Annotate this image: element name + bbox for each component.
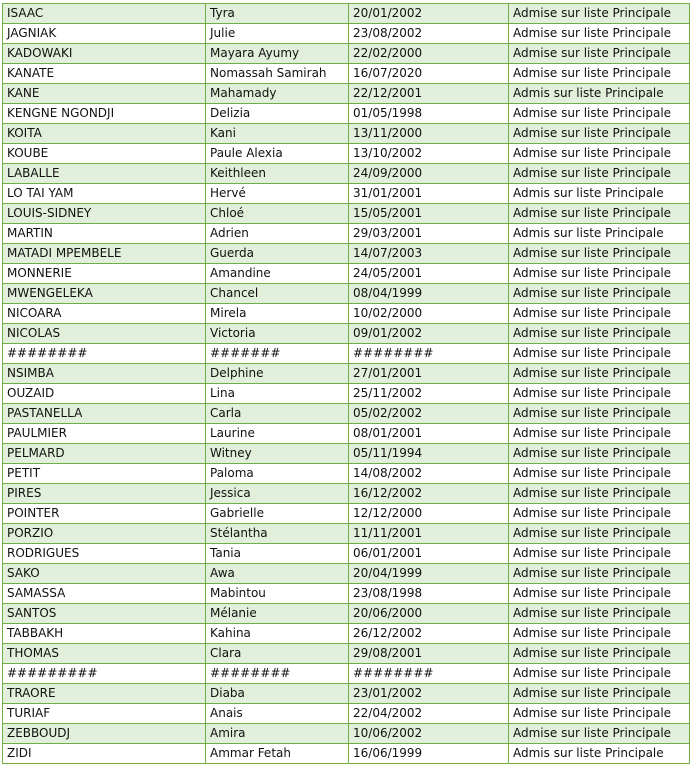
birth-date-cell: 08/01/2001 [349, 424, 509, 444]
status-cell: Admise sur liste Principale [509, 384, 690, 404]
first-name-cell: Jessica [206, 484, 349, 504]
birth-date-cell: 09/01/2002 [349, 324, 509, 344]
table-row [3, 264, 690, 284]
first-name-cell: Amira [206, 724, 349, 744]
table-row [3, 84, 690, 104]
status-cell: Admise sur liste Principale [509, 204, 690, 224]
table-row [3, 404, 690, 424]
status-cell: Admise sur liste Principale [509, 564, 690, 584]
first-name-cell: Witney [206, 444, 349, 464]
table-row [3, 24, 690, 44]
status-cell: Admise sur liste Principale [509, 484, 690, 504]
table-row [3, 684, 690, 704]
first-name-cell: Julie [206, 24, 349, 44]
first-name-cell: Delphine [206, 364, 349, 384]
status-cell: Admise sur liste Principale [509, 404, 690, 424]
birth-date-cell: 01/05/1998 [349, 104, 509, 124]
birth-date-cell: 16/06/1999 [349, 744, 509, 764]
table-row [3, 484, 690, 504]
table-row [3, 664, 690, 684]
birth-date-cell: 13/10/2002 [349, 144, 509, 164]
last-name-cell: ######## [3, 344, 206, 364]
birth-date-cell: 11/11/2001 [349, 524, 509, 544]
table-row [3, 64, 690, 84]
first-name-cell: Mélanie [206, 604, 349, 624]
table-body [3, 4, 690, 764]
last-name-cell: JAGNIAK [3, 24, 206, 44]
birth-date-cell: 26/12/2002 [349, 624, 509, 644]
first-name-cell: ######## [206, 664, 349, 684]
status-cell: Admis sur liste Principale [509, 744, 690, 764]
last-name-cell: PELMARD [3, 444, 206, 464]
first-name-cell: Amandine [206, 264, 349, 284]
status-cell: Admise sur liste Principale [509, 24, 690, 44]
status-cell: Admise sur liste Principale [509, 264, 690, 284]
birth-date-cell: 13/11/2000 [349, 124, 509, 144]
birth-date-cell: 16/07/2020 [349, 64, 509, 84]
status-cell: Admise sur liste Principale [509, 664, 690, 684]
first-name-cell: Kahina [206, 624, 349, 644]
birth-date-cell: 29/03/2001 [349, 224, 509, 244]
table-row [3, 564, 690, 584]
birth-date-cell: 23/08/2002 [349, 24, 509, 44]
status-cell: Admise sur liste Principale [509, 684, 690, 704]
birth-date-cell: 22/02/2000 [349, 44, 509, 64]
first-name-cell: Stélantha [206, 524, 349, 544]
table-row [3, 284, 690, 304]
status-cell: Admis sur liste Principale [509, 224, 690, 244]
last-name-cell: PASTANELLA [3, 404, 206, 424]
last-name-cell: POINTER [3, 504, 206, 524]
last-name-cell: MATADI MPEMBELE [3, 244, 206, 264]
last-name-cell: ISAAC [3, 4, 206, 24]
status-cell: Admise sur liste Principale [509, 304, 690, 324]
last-name-cell: MWENGELEKA [3, 284, 206, 304]
first-name-cell: Clara [206, 644, 349, 664]
birth-date-cell: 10/06/2002 [349, 724, 509, 744]
first-name-cell: Hervé [206, 184, 349, 204]
status-cell: Admise sur liste Principale [509, 504, 690, 524]
table-row [3, 324, 690, 344]
status-cell: Admise sur liste Principale [509, 624, 690, 644]
table-row [3, 184, 690, 204]
last-name-cell: KANE [3, 84, 206, 104]
first-name-cell: Carla [206, 404, 349, 424]
birth-date-cell: 20/04/1999 [349, 564, 509, 584]
last-name-cell: LO TAI YAM [3, 184, 206, 204]
table-row [3, 464, 690, 484]
birth-date-cell: 22/04/2002 [349, 704, 509, 724]
status-cell: Admise sur liste Principale [509, 4, 690, 24]
last-name-cell: OUZAID [3, 384, 206, 404]
status-cell: Admise sur liste Principale [509, 124, 690, 144]
last-name-cell: PIRES [3, 484, 206, 504]
birth-date-cell: ######## [349, 664, 509, 684]
status-cell: Admise sur liste Principale [509, 324, 690, 344]
last-name-cell: SAKO [3, 564, 206, 584]
table-row [3, 104, 690, 124]
status-cell: Admise sur liste Principale [509, 724, 690, 744]
last-name-cell: SAMASSA [3, 584, 206, 604]
status-cell: Admise sur liste Principale [509, 364, 690, 384]
birth-date-cell: 05/11/1994 [349, 444, 509, 464]
status-cell: Admise sur liste Principale [509, 344, 690, 364]
first-name-cell: Mayara Ayumy [206, 44, 349, 64]
status-cell: Admise sur liste Principale [509, 284, 690, 304]
last-name-cell: TABBAKH [3, 624, 206, 644]
last-name-cell: ZIDI [3, 744, 206, 764]
table-row [3, 304, 690, 324]
birth-date-cell: 20/01/2002 [349, 4, 509, 24]
status-cell: Admise sur liste Principale [509, 424, 690, 444]
table-row [3, 364, 690, 384]
status-cell: Admise sur liste Principale [509, 44, 690, 64]
first-name-cell: Gabrielle [206, 504, 349, 524]
table-row [3, 724, 690, 744]
status-cell: Admise sur liste Principale [509, 104, 690, 124]
status-cell: Admise sur liste Principale [509, 644, 690, 664]
first-name-cell: Paule Alexia [206, 144, 349, 164]
birth-date-cell: ######## [349, 344, 509, 364]
birth-date-cell: 15/05/2001 [349, 204, 509, 224]
birth-date-cell: 29/08/2001 [349, 644, 509, 664]
first-name-cell: Diaba [206, 684, 349, 704]
last-name-cell: MARTIN [3, 224, 206, 244]
last-name-cell: SANTOS [3, 604, 206, 624]
first-name-cell: Mabintou [206, 584, 349, 604]
first-name-cell: Lina [206, 384, 349, 404]
table-row [3, 244, 690, 264]
first-name-cell: Keithleen [206, 164, 349, 184]
birth-date-cell: 05/02/2002 [349, 404, 509, 424]
birth-date-cell: 20/06/2000 [349, 604, 509, 624]
table-row [3, 4, 690, 24]
admissions-table [2, 3, 690, 764]
first-name-cell: Awa [206, 564, 349, 584]
last-name-cell: KENGNE NGONDJI [3, 104, 206, 124]
first-name-cell: Kani [206, 124, 349, 144]
last-name-cell: TRAORE [3, 684, 206, 704]
last-name-cell: ######### [3, 664, 206, 684]
status-cell: Admise sur liste Principale [509, 144, 690, 164]
birth-date-cell: 24/05/2001 [349, 264, 509, 284]
birth-date-cell: 08/04/1999 [349, 284, 509, 304]
last-name-cell: LOUIS-SIDNEY [3, 204, 206, 224]
table-row [3, 344, 690, 364]
last-name-cell: MONNERIE [3, 264, 206, 284]
table-row [3, 424, 690, 444]
table-row [3, 544, 690, 564]
table-row [3, 624, 690, 644]
last-name-cell: PAULMIER [3, 424, 206, 444]
last-name-cell: NICOLAS [3, 324, 206, 344]
status-cell: Admise sur liste Principale [509, 164, 690, 184]
last-name-cell: KOITA [3, 124, 206, 144]
status-cell: Admise sur liste Principale [509, 544, 690, 564]
last-name-cell: KOUBE [3, 144, 206, 164]
table-row [3, 704, 690, 724]
first-name-cell: Adrien [206, 224, 349, 244]
first-name-cell: Chloé [206, 204, 349, 224]
status-cell: Admise sur liste Principale [509, 464, 690, 484]
table-row [3, 144, 690, 164]
last-name-cell: ZEBBOUDJ [3, 724, 206, 744]
table-row [3, 504, 690, 524]
first-name-cell: Mahamady [206, 84, 349, 104]
status-cell: Admise sur liste Principale [509, 584, 690, 604]
birth-date-cell: 27/01/2001 [349, 364, 509, 384]
last-name-cell: KADOWAKI [3, 44, 206, 64]
first-name-cell: Chancel [206, 284, 349, 304]
last-name-cell: NICOARA [3, 304, 206, 324]
first-name-cell: Tyra [206, 4, 349, 24]
birth-date-cell: 22/12/2001 [349, 84, 509, 104]
table-row [3, 164, 690, 184]
table-row [3, 644, 690, 664]
status-cell: Admise sur liste Principale [509, 524, 690, 544]
status-cell: Admise sur liste Principale [509, 64, 690, 84]
birth-date-cell: 06/01/2001 [349, 544, 509, 564]
status-cell: Admise sur liste Principale [509, 444, 690, 464]
table-row [3, 604, 690, 624]
birth-date-cell: 14/07/2003 [349, 244, 509, 264]
last-name-cell: THOMAS [3, 644, 206, 664]
table-row [3, 44, 690, 64]
first-name-cell: Victoria [206, 324, 349, 344]
last-name-cell: PETIT [3, 464, 206, 484]
first-name-cell: Mirela [206, 304, 349, 324]
first-name-cell: Anais [206, 704, 349, 724]
table-row [3, 744, 690, 764]
status-cell: Admise sur liste Principale [509, 704, 690, 724]
table-row [3, 384, 690, 404]
first-name-cell: Laurine [206, 424, 349, 444]
birth-date-cell: 14/08/2002 [349, 464, 509, 484]
birth-date-cell: 25/11/2002 [349, 384, 509, 404]
birth-date-cell: 12/12/2000 [349, 504, 509, 524]
last-name-cell: RODRIGUES [3, 544, 206, 564]
last-name-cell: LABALLE [3, 164, 206, 184]
birth-date-cell: 16/12/2002 [349, 484, 509, 504]
first-name-cell: Nomassah Samirah [206, 64, 349, 84]
birth-date-cell: 23/08/1998 [349, 584, 509, 604]
table-row [3, 204, 690, 224]
first-name-cell: Ammar Fetah [206, 744, 349, 764]
table-row [3, 224, 690, 244]
first-name-cell: Paloma [206, 464, 349, 484]
status-cell: Admis sur liste Principale [509, 184, 690, 204]
birth-date-cell: 31/01/2001 [349, 184, 509, 204]
last-name-cell: PORZIO [3, 524, 206, 544]
first-name-cell: Delizia [206, 104, 349, 124]
first-name-cell: Guerda [206, 244, 349, 264]
birth-date-cell: 23/01/2002 [349, 684, 509, 704]
status-cell: Admis sur liste Principale [509, 84, 690, 104]
table-row [3, 124, 690, 144]
status-cell: Admise sur liste Principale [509, 244, 690, 264]
status-cell: Admise sur liste Principale [509, 604, 690, 624]
birth-date-cell: 24/09/2000 [349, 164, 509, 184]
first-name-cell: Tania [206, 544, 349, 564]
birth-date-cell: 10/02/2000 [349, 304, 509, 324]
table-row [3, 444, 690, 464]
first-name-cell: ####### [206, 344, 349, 364]
last-name-cell: TURIAF [3, 704, 206, 724]
table-row [3, 584, 690, 604]
last-name-cell: KANATE [3, 64, 206, 84]
table-row [3, 524, 690, 544]
last-name-cell: NSIMBA [3, 364, 206, 384]
